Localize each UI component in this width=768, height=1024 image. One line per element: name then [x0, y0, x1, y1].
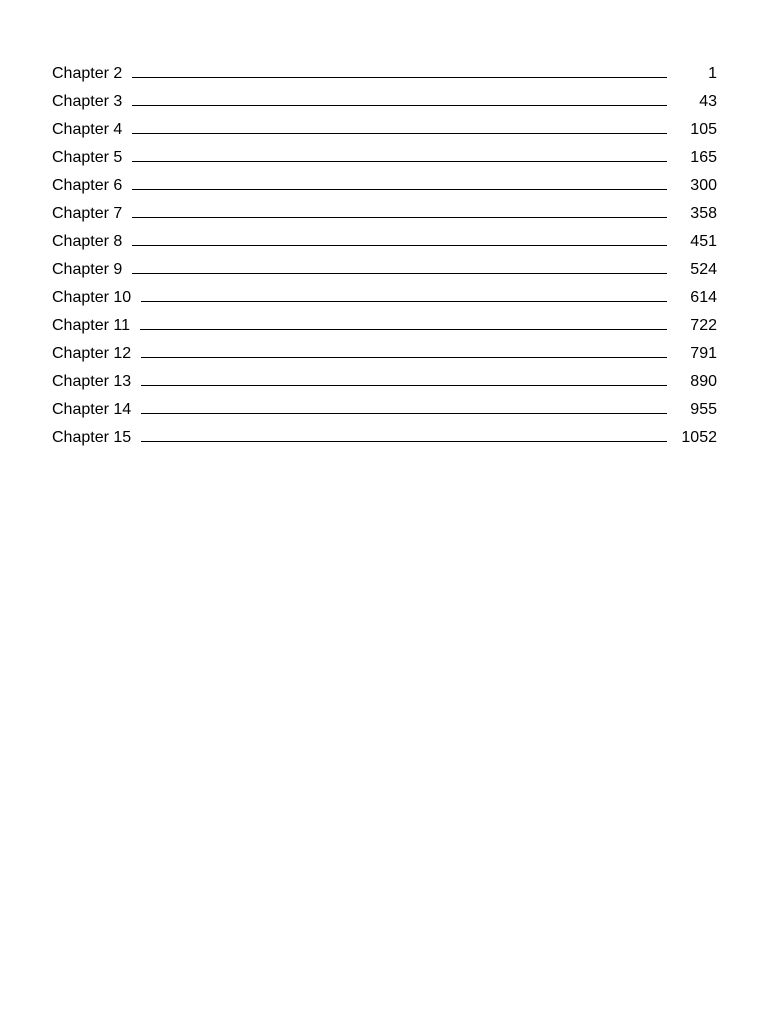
- toc-entry-page: 722: [690, 317, 717, 334]
- toc-entry-page: 614: [690, 289, 717, 306]
- toc-entry[interactable]: [52, 366, 717, 394]
- toc-entry-label: Chapter 5: [52, 149, 123, 166]
- toc-entry-page: 43: [699, 93, 717, 110]
- toc-entry-label: Chapter 8: [52, 233, 123, 250]
- toc-entry[interactable]: [52, 338, 717, 366]
- toc-entry-page: 1052: [681, 429, 717, 446]
- toc-entry-label: Chapter 15: [52, 429, 132, 446]
- toc-entry-page: 300: [690, 177, 717, 194]
- toc-leader-line: [140, 329, 667, 330]
- toc-entry-page: 524: [690, 261, 717, 278]
- toc-entry[interactable]: [52, 226, 717, 254]
- toc-entry[interactable]: [52, 310, 717, 338]
- toc-entry[interactable]: [52, 170, 717, 198]
- toc-entry[interactable]: [52, 86, 717, 114]
- toc-entry-label: Chapter 3: [52, 93, 123, 110]
- toc-entry-page: 791: [690, 345, 717, 362]
- toc-entry-label: Chapter 4: [52, 121, 123, 138]
- toc-entry[interactable]: [52, 114, 717, 142]
- toc-entry[interactable]: [52, 198, 717, 226]
- toc-entry-page: 358: [690, 205, 717, 222]
- toc-leader-line: [132, 217, 667, 218]
- toc-leader-line: [132, 77, 667, 78]
- toc-entry-page: 451: [690, 233, 717, 250]
- toc-leader-line: [141, 441, 667, 442]
- toc-entry[interactable]: [52, 422, 717, 450]
- toc-entry-page: 890: [690, 373, 717, 390]
- toc-entry-page: 955: [690, 401, 717, 418]
- toc-entry[interactable]: [52, 58, 717, 86]
- toc-entry-page: 105: [690, 121, 717, 138]
- table-of-contents: [52, 58, 717, 450]
- toc-leader-line: [132, 273, 667, 274]
- toc-leader-line: [141, 385, 667, 386]
- toc-entry-page: 165: [690, 149, 717, 166]
- toc-entry-label: Chapter 6: [52, 177, 123, 194]
- toc-leader-line: [132, 189, 667, 190]
- toc-entry-label: Chapter 10: [52, 289, 132, 306]
- toc-entry-label: Chapter 2: [52, 65, 123, 82]
- toc-leader-line: [132, 245, 667, 246]
- toc-leader-line: [141, 357, 667, 358]
- toc-entry-label: Chapter 13: [52, 373, 132, 390]
- toc-entry-label: Chapter 11: [52, 317, 130, 334]
- toc-entry-page: 1: [708, 65, 717, 82]
- toc-entry-label: Chapter 7: [52, 205, 123, 222]
- toc-entry[interactable]: [52, 142, 717, 170]
- toc-entry-label: Chapter 14: [52, 401, 132, 418]
- toc-leader-line: [141, 413, 667, 414]
- toc-leader-line: [141, 301, 667, 302]
- toc-leader-line: [132, 105, 667, 106]
- toc-leader-line: [132, 133, 667, 134]
- toc-entry-label: Chapter 9: [52, 261, 123, 278]
- toc-leader-line: [132, 161, 667, 162]
- toc-entry[interactable]: [52, 282, 717, 310]
- toc-entry[interactable]: [52, 254, 717, 282]
- toc-entry-label: Chapter 12: [52, 345, 132, 362]
- toc-entry[interactable]: [52, 394, 717, 422]
